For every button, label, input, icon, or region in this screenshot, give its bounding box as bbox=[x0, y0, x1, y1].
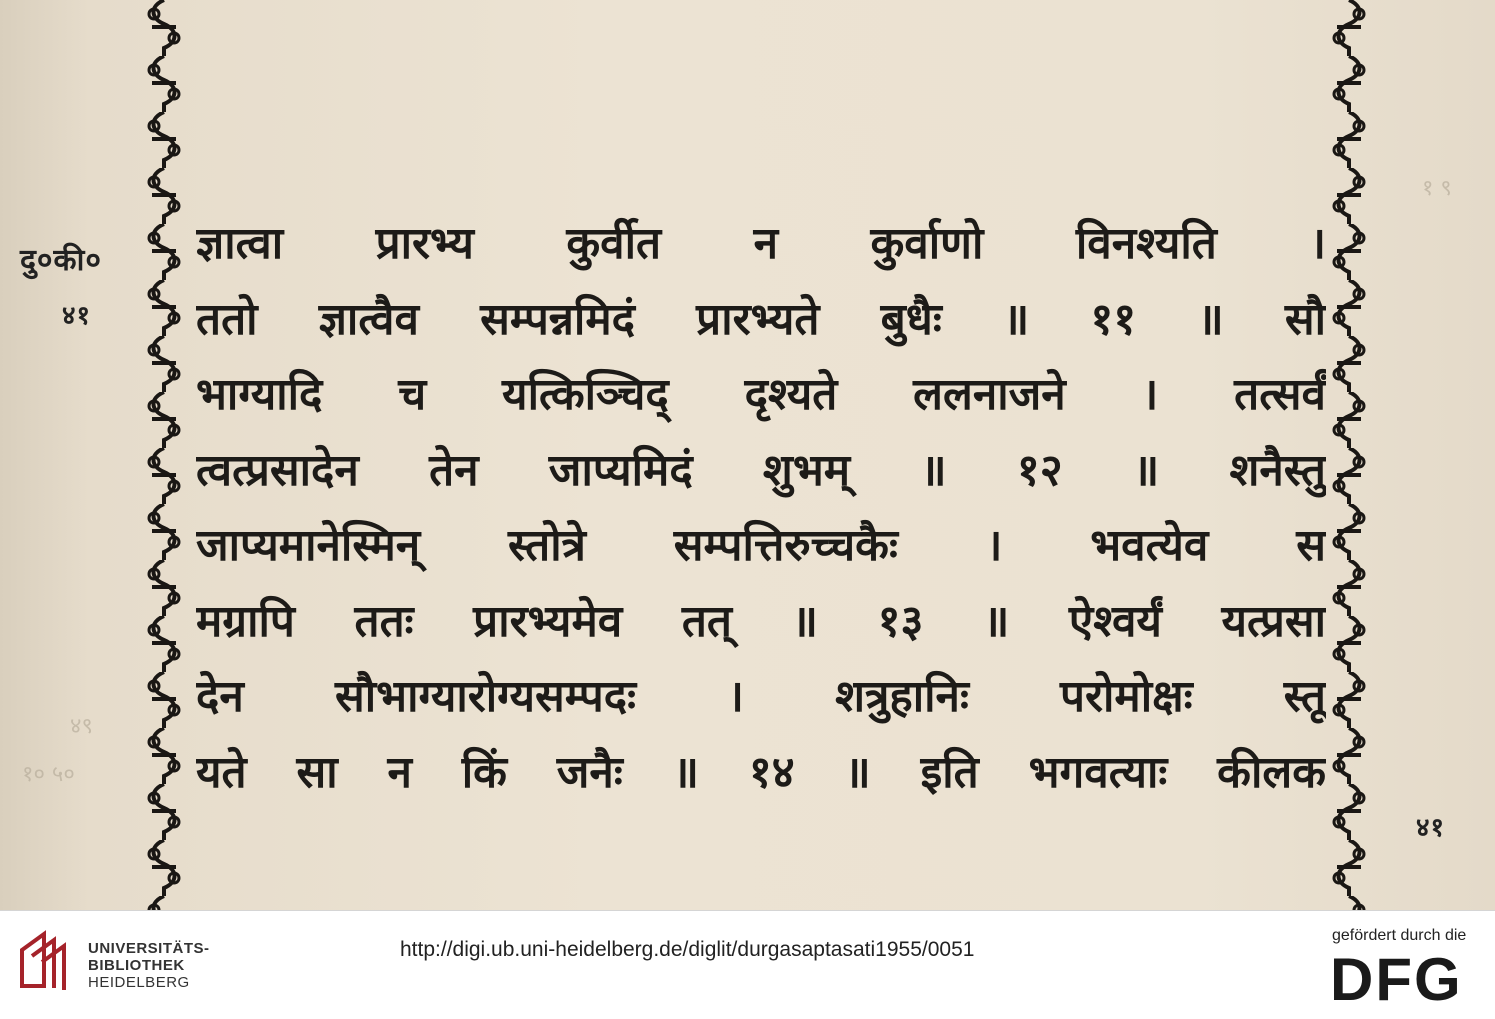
margin-page-number-left: ४१ bbox=[62, 301, 92, 331]
text-line: त्वत्प्रसादेन तेन जाप्यमिदं शुभम् ॥ १२ ॥ शनैस्तु bbox=[196, 444, 1326, 496]
viewer-footer bbox=[0, 910, 1495, 1019]
margin-page-number-right: ४१ bbox=[1416, 813, 1446, 843]
text-line: मग्रापि ततः प्रारभ्यमेव तत् ॥ १३ ॥ ऐश्वर्यं यत्प्रसा bbox=[196, 595, 1326, 647]
bleed-through-mark: १ ९ bbox=[1422, 176, 1452, 201]
text-line: ततो ज्ञात्वैव सम्पन्नमिदं प्रारभ्यते बुधैः ॥ ११ ॥ सौ bbox=[196, 293, 1326, 345]
margin-title-abbrev: दु०की० bbox=[20, 243, 102, 278]
sanskrit-text-block bbox=[196, 206, 1326, 810]
bleed-through-mark: १० ५० bbox=[22, 762, 75, 787]
library-name-line3: HEIDELBERG bbox=[88, 974, 190, 991]
text-line: जाप्यमानेस्मिन् स्तोत्रे सम्पत्तिरुच्चकैः । भवत्येव स bbox=[196, 520, 1326, 571]
library-name-line1: UNIVERSITÄTS- bbox=[88, 940, 210, 957]
permalink-url[interactable]: http://digi.ub.uni-heidelberg.de/diglit/durgasaptasati1955/0051 bbox=[400, 938, 975, 961]
ornament-vine-right-icon bbox=[1327, 0, 1371, 910]
ornamental-border-right bbox=[1327, 0, 1371, 910]
text-line: यते सा न किं जनैः ॥ १४ ॥ इति भगवत्याः कीलक bbox=[196, 746, 1326, 798]
library-name-line2: BIBLIOTHEK bbox=[88, 957, 185, 974]
ornamental-border-left bbox=[142, 0, 186, 910]
bleed-through-mark: ४९ bbox=[70, 714, 93, 739]
university-library-logo-icon[interactable] bbox=[16, 928, 76, 992]
funded-by-label: gefördert durch die bbox=[1332, 927, 1467, 944]
text-line: ज्ञात्वा प्रारभ्य कुर्वीत न कुर्वाणो विनश्यति । bbox=[196, 218, 1326, 269]
ornament-vine-left-icon bbox=[142, 0, 186, 910]
dfg-logo[interactable]: DFG bbox=[1330, 946, 1463, 1013]
text-line: देन सौभाग्यारोग्यसम्पदः । शत्रुहानिः परोमोक्षः स्तू bbox=[196, 671, 1326, 722]
text-line: भाग्यादि च यत्किञ्चिद् दृश्यते ललनाजने । तत्सर्वं bbox=[196, 369, 1326, 420]
